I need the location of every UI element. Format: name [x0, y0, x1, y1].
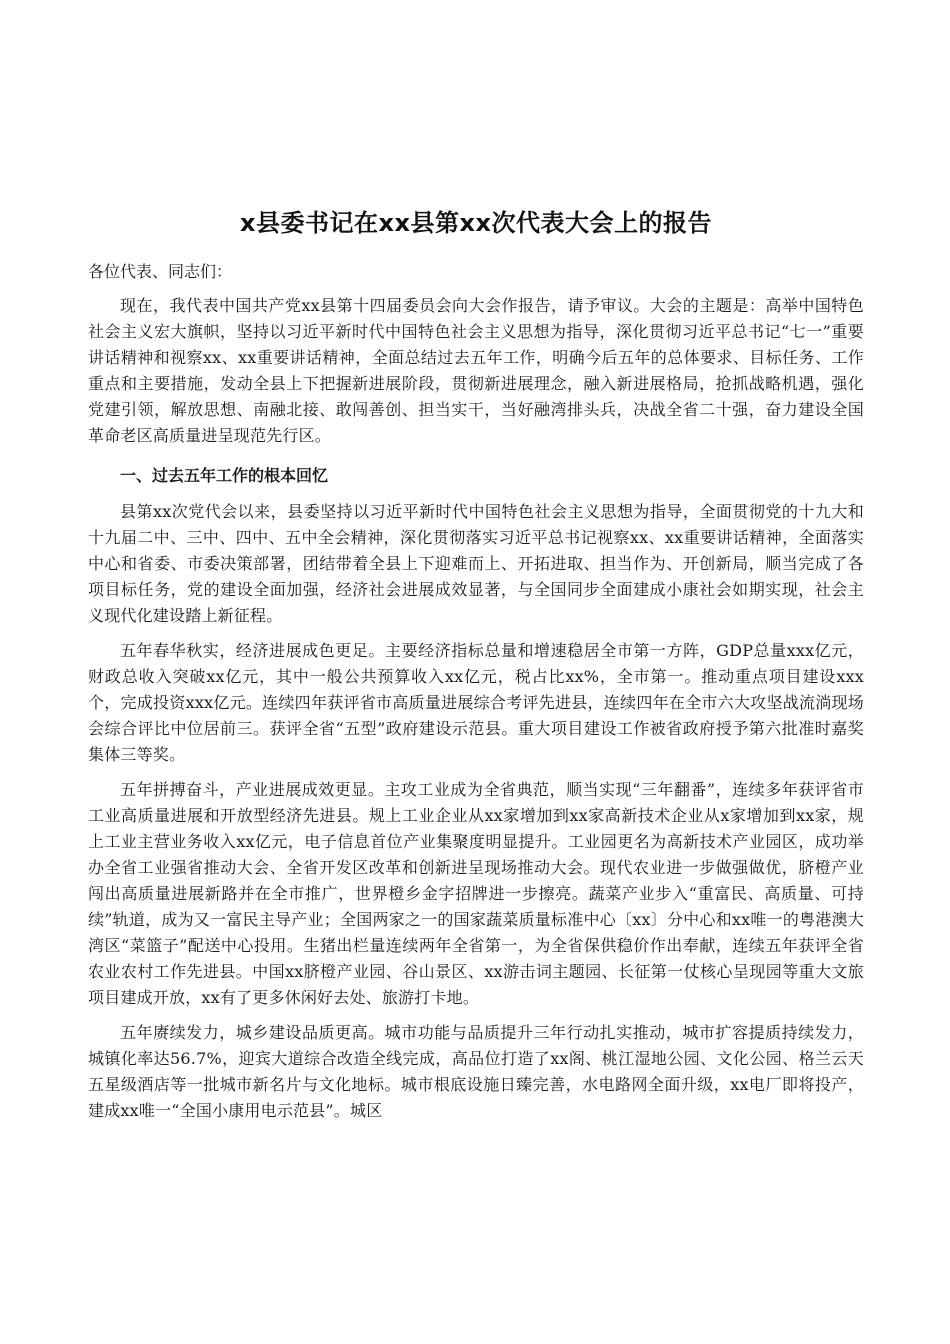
body-paragraph: 县第xx次党代会以来，县委坚持以习近平新时代中国特色社会主义思想为指导，全面贯彻党的十九大和十九届二中、三中、四中、五中全会精神，深化贯彻落实习近平总书记视察xx、xx重要讲话精神，全面落实中心和省委、市委决策部署，团结带着全县上下迎难而上、开拓进取、担当作为、开创新局，顺当完成了各项目标任务，党的建设全面加强，经济社会进展成效显著，与全国同步全面建成小康社会如期实现，社会主义现代化建设踏上新征程。 [88, 502, 864, 625]
intro-paragraph: 现在，我代表中国共产党xx县第十四届委员会向大会作报告，请予审议。大会的主题是：高举中国特色社会主义宏大旗帜，坚持以习近平新时代中国特色社会主义思想为指导，深化贯彻习近平总书记“七一”重要讲话精神和视察xx、xx重要讲话精神，全面总结过去五年工作，明确今后五年的总体要求、目标任务、工作重点和主要措施，发动全县上下把握新进展阶段，贯彻新进展理念，融入新进展格局，抢抓战略机遇，强化党建引领，解放思想、南融北接、敢闯善创、担当实干，当好融湾排头兵，决战全省二十强，奋力建设全国革命老区高质量进呈现范先行区。 [88, 296, 864, 445]
body-paragraph: 五年赓续发力，城乡建设品质更高。城市功能与品质提升三年行动扎实推动，城市扩容提质持续发力，城镇化率达56.7%，迎宾大道综合改造全线完成，高品位打造了xx阁、桃江湿地公园、文化公园、格兰云天五星级酒店等一批城市新名片与文化地标。城市根底设施日臻完善，水电路网全面升级，xx电厂即将投产，建成xx唯一“全国小康用电示范县”。城区 [88, 1023, 864, 1120]
document-body [88, 205, 864, 1133]
salutation: 各位代表、同志们： [88, 262, 233, 281]
body-paragraph: 五年拼搏奋斗，产业进展成效更显。主攻工业成为全省典范，顺当实现“三年翻番”，连续多年获评省市工业高质量进展和开放型经济先进县。规上工业企业从xx家增加到xx家高新技术企业从x家增加到xx家，规上工业主营业务收入xx亿元，电子信息首位产业集聚度明显提升。工业园更名为高新技术产业园区，成功举办全省工业强省推动大会、全省开发区改革和创新进呈现场推动大会。现代农业进一步做强做优，脐橙产业闯出高质量进展新路并在全市推广，世界橙乡金字招牌进一步擦亮。蔬菜产业步入“重富民、高质量、可持续”轨道，成为又一富民主导产业；全国两家之一的国家蔬菜质量标准中心〔xx〕分中心和xx唯一的粤港澳大湾区“菜篮子”配送中心投用。生猪出栏量连续两年全省第一，为全省保供稳价作出奉献，连续五年获评全省农业农村工作先进县。中国xx脐橙产业园、谷山景区、xx游击词主题园、长征第一仗核心呈现园等重大文旅项目建成开放，xx有了更多休闲好去处、旅游打卡地。 [88, 780, 864, 1007]
section-heading: 一、过去五年工作的根本回忆 [120, 466, 329, 485]
document-title: x县委书记在xx县第xx次代表大会上的报告 [240, 209, 712, 237]
body-paragraph: 五年春华秋实，经济进展成色更足。主要经济指标总量和增速稳居全市第一方阵，GDP总量xxx亿元，财政总收入突破xx亿元，其中一般公共预算收入xx亿元，税占比xx%，全市第一。推动重点项目建设xxx个，完成投资xxx亿元。连续四年获评省市高质量进展综合考评先进县，连续四年在全市六大攻坚战流淌现场会综合评比中位居前三。获评全省“五型”政府建设示范县。重大项目建设工作被省政府授予第六批准时嘉奖集体三等奖。 [88, 641, 864, 764]
